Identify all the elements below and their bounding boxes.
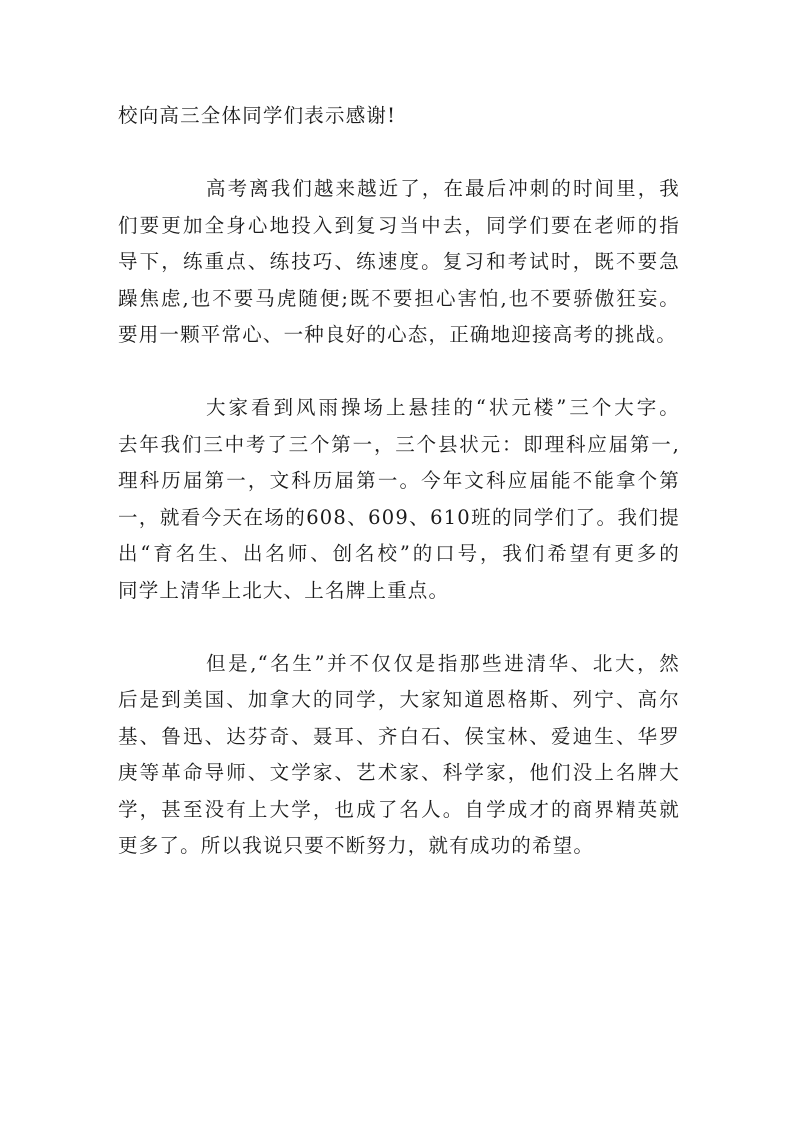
- text-line: 高考离我们越来越近了，在最后冲刺的时间里，我: [206, 177, 680, 200]
- document-page: [118, 98, 680, 901]
- text-line: 校向高三全体同学们表示感谢!: [118, 104, 397, 127]
- text-line: 基、鲁迅、达芬奇、聂耳、齐白石、侯宝林、爱迪生、华罗: [118, 724, 680, 748]
- text-line: 一，就看今天在场的608、609、610班的同学们了。我们提: [118, 505, 680, 529]
- paragraph-4: [118, 646, 680, 865]
- text-line: 去年我们三中考了三个第一，三个县状元：即理科应届第一,: [118, 432, 680, 456]
- text-line: 出“育名生、出名师、创名校”的口号，我们希望有更多的: [118, 542, 680, 565]
- paragraph-1: [118, 98, 680, 135]
- text-line: 后是到美国、加拿大的同学，大家知道恩格斯、列宁、高尔: [118, 688, 680, 711]
- text-line: 躁焦虑,也不要马虎随便;既不要担心害怕,也不要骄傲狂妄。: [118, 286, 680, 310]
- paragraph-2: [118, 171, 680, 354]
- text-line: 大家看到风雨操场上悬挂的“状元楼”三个大字。: [206, 396, 680, 419]
- text-line: 庚等革命导师、文学家、艺术家、科学家，他们没上名牌大: [118, 761, 680, 784]
- text-line: 理科历届第一，文科历届第一。今年文科应届能不能拿个第: [118, 469, 680, 492]
- paragraph-3: [118, 390, 680, 609]
- text-line: 导下，练重点、练技巧、练速度。复习和考试时，既不要急: [118, 250, 680, 273]
- text-line: 们要更加全身心地投入到复习当中去，同学们要在老师的指: [118, 213, 680, 237]
- text-line: 学，甚至没有上大学，也成了名人。自学成才的商界精英就: [118, 797, 680, 821]
- text-line: 更多了。所以我说只要不断努力，就有成功的希望。: [118, 834, 595, 857]
- text-line: 但是,“名生”并不仅仅是指那些进清华、北大，然: [206, 651, 680, 675]
- text-line: 要用一颗平常心、一种良好的心态，正确地迎接高考的挑战。: [118, 323, 677, 346]
- text-line: 同学上清华上北大、上名牌上重点。: [118, 578, 450, 602]
